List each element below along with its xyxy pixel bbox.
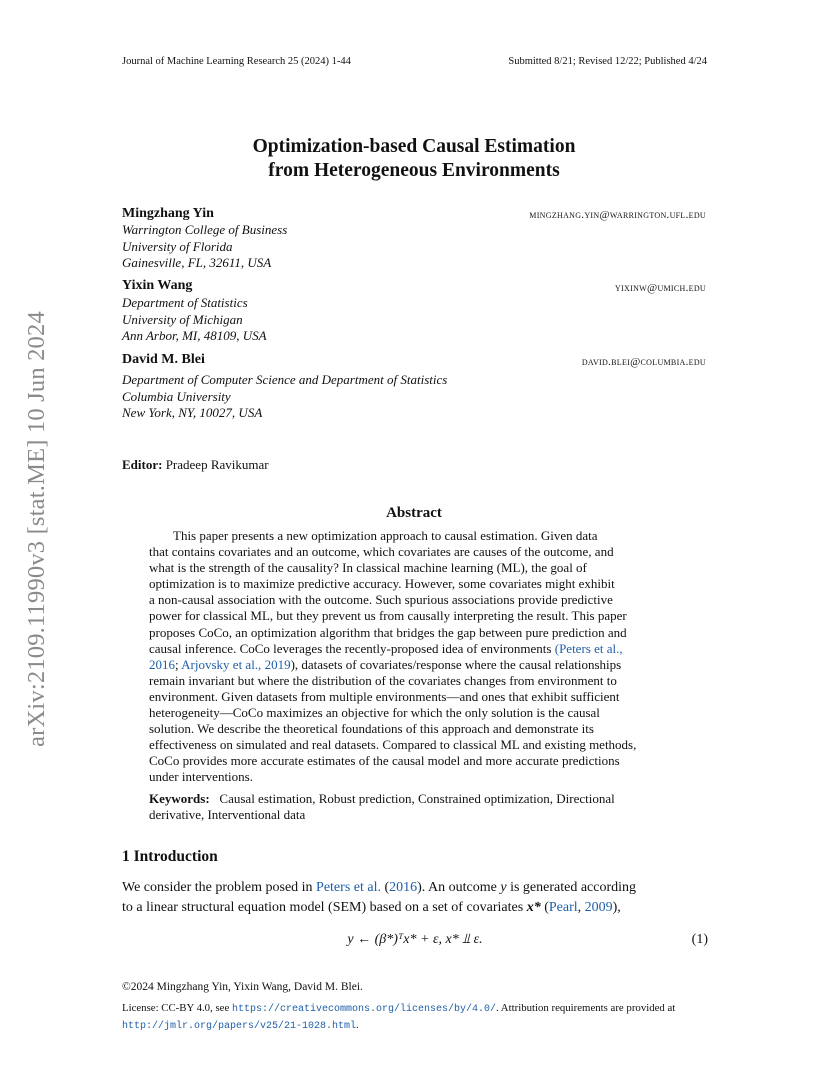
editor-label: Editor: bbox=[122, 457, 163, 472]
author-name-3: David M. Blei bbox=[122, 352, 205, 367]
arxiv-stamp bbox=[22, 286, 52, 772]
body-line bbox=[122, 878, 708, 898]
abstract-text: ), datasets of covariates/response where the causal relationships bbox=[290, 656, 622, 672]
affiliation-line: Gainesville, FL, 32611, USA bbox=[122, 255, 272, 270]
abstract-line: a non-causal association with the outcome. Such spurious associations provide predictive bbox=[149, 592, 613, 608]
affiliation-line: Department of Computer Science and Department of Statistics bbox=[122, 372, 448, 387]
body-text: ), bbox=[612, 899, 621, 915]
affiliation-line: University of Florida bbox=[122, 238, 233, 254]
section-heading-introduction: 1 Introduction bbox=[122, 848, 218, 865]
math-variable: y bbox=[500, 880, 507, 895]
author-affiliation-1 bbox=[122, 222, 287, 272]
abstract-line: remain invariant but where the distribution of the covariates changes from environment to bbox=[149, 672, 617, 688]
body-text: ( bbox=[540, 899, 549, 915]
keywords-block bbox=[149, 791, 679, 823]
citation-link[interactable]: 2016 bbox=[389, 880, 418, 895]
body-text: ). An outcome bbox=[417, 880, 501, 895]
citation-link[interactable]: (Peters et al., bbox=[554, 640, 623, 656]
citation-link[interactable]: 2019 bbox=[264, 656, 291, 672]
keywords-text: Causal estimation, Robust prediction, Constrained optimization, Directional bbox=[219, 791, 615, 806]
abstract-line bbox=[149, 657, 679, 673]
editor-name: Pradeep Ravikumar bbox=[165, 457, 269, 472]
affiliation-line: University of Michigan bbox=[122, 311, 243, 327]
body-text: , bbox=[577, 899, 585, 915]
abstract-text: causal inference. CoCo leverages the recently-proposed idea of environments bbox=[149, 640, 555, 656]
license-line bbox=[122, 1018, 708, 1035]
affiliation-line: New York, NY, 10027, USA bbox=[122, 405, 263, 420]
author-name-2: Yixin Wang bbox=[122, 278, 193, 293]
copyright-notice: ©2024 Mingzhang Yin, Yixin Wang, David M. Blei. bbox=[122, 981, 363, 993]
abstract-line: effectiveness on simulated and real datasets. Compared to classical ML and existing methods, bbox=[149, 737, 637, 753]
arxiv-stamp-text: arXiv:2109.11990v3 [stat.ME] 10 Jun 2024 bbox=[23, 311, 50, 747]
license-url-link[interactable]: https://creativecommons.org/licenses/by/4.0/ bbox=[231, 1004, 496, 1015]
title-line-2: from Heterogeneous Environments bbox=[268, 160, 560, 181]
abstract-heading: Abstract bbox=[386, 505, 442, 521]
editor-line bbox=[122, 457, 269, 473]
equation-number: (1) bbox=[691, 932, 708, 947]
abstract-line: what is the strength of the causality? In classical machine learning (ML), the goal of bbox=[149, 560, 587, 576]
title-line-1: Optimization-based Causal Estimation bbox=[252, 136, 576, 157]
affiliation-line: Department of Statistics bbox=[122, 295, 248, 310]
journal-running-head: Journal of Machine Learning Research 25 (2024) 1-44 bbox=[122, 56, 351, 67]
affiliation-line: Warrington College of Business bbox=[122, 222, 288, 237]
abstract-line bbox=[149, 641, 679, 657]
license-line bbox=[122, 1001, 708, 1018]
equation-1 bbox=[122, 932, 708, 952]
equation-body: y ← (β*)ᵀx* + ε, x* ⫫ ε. bbox=[347, 932, 483, 947]
abstract-line: power for classical ML, but they prevent us from causally interpreting the result. This paper bbox=[149, 608, 627, 624]
license-notice bbox=[122, 1001, 708, 1034]
citation-link[interactable]: 2009 bbox=[584, 899, 613, 915]
math-variable: x* bbox=[526, 899, 541, 915]
submission-dates: Submitted 8/21; Revised 12/22; Published 4/24 bbox=[508, 56, 707, 67]
author-email-2[interactable]: yixinw@umich.edu bbox=[615, 282, 706, 294]
introduction-paragraph bbox=[122, 878, 708, 917]
body-text: to a linear structural equation model (SEM) based on a set of covariates bbox=[122, 899, 527, 915]
abstract-text: ; bbox=[175, 656, 182, 672]
author-affiliation-3 bbox=[122, 372, 447, 422]
abstract-line: under interventions. bbox=[149, 769, 253, 785]
citation-link[interactable]: 2016 bbox=[149, 656, 175, 672]
citation-link[interactable]: Arjovsky et al., bbox=[181, 656, 262, 672]
body-text: We consider the problem posed in bbox=[122, 880, 317, 895]
keywords-label: Keywords: bbox=[149, 791, 210, 806]
keywords-line: derivative, Interventional data bbox=[149, 807, 306, 823]
paper-title bbox=[122, 135, 706, 183]
affiliation-line: Ann Arbor, MI, 48109, USA bbox=[122, 328, 267, 343]
attribution-url-link[interactable]: http://jmlr.org/papers/v25/21-1028.html bbox=[122, 1020, 357, 1032]
license-text: . bbox=[356, 1018, 359, 1031]
license-text: . Attribution requirements are provided at bbox=[496, 1002, 676, 1014]
author-email-3[interactable]: david.blei@columbia.edu bbox=[581, 356, 706, 368]
author-email-1[interactable]: mingzhang.yin@warrington.ufl.edu bbox=[529, 209, 706, 221]
abstract-line: heterogeneity—CoCo maximizes an objective for which the only solution is the causal bbox=[149, 705, 600, 721]
abstract-line: that contains covariates and an outcome, which covariates are causes of the outcome, and bbox=[149, 544, 614, 560]
author-name-1: Mingzhang Yin bbox=[122, 206, 214, 221]
keywords-line bbox=[149, 791, 679, 807]
abstract-line: CoCo provides more accurate estimates of the causal model and more accurate predictions bbox=[149, 753, 620, 769]
citation-link[interactable]: Pearl bbox=[548, 899, 578, 915]
body-text: ( bbox=[380, 880, 390, 895]
abstract-line: solution. We describe the theoretical foundations of this approach and demonstrate its bbox=[149, 721, 594, 737]
abstract-line: proposes CoCo, an optimization algorithm that bridges the gap between pure prediction and bbox=[149, 624, 627, 640]
abstract-line: optimization is to maximize predictive accuracy. However, some covariates might exhibit bbox=[149, 576, 615, 592]
abstract-body bbox=[149, 528, 679, 786]
abstract-line: environment. Given datasets from multiple environments—and ones that exhibit sufficient bbox=[149, 688, 620, 704]
author-affiliation-2 bbox=[122, 295, 267, 345]
license-text: License: CC-BY 4.0, see bbox=[122, 1002, 232, 1014]
abstract-line: This paper presents a new optimization approach to causal estimation. Given data bbox=[173, 528, 598, 543]
citation-link[interactable]: Peters et al. bbox=[316, 880, 381, 895]
body-line bbox=[122, 898, 708, 918]
affiliation-line: Columbia University bbox=[122, 388, 231, 404]
body-text: is generated according bbox=[506, 880, 637, 895]
